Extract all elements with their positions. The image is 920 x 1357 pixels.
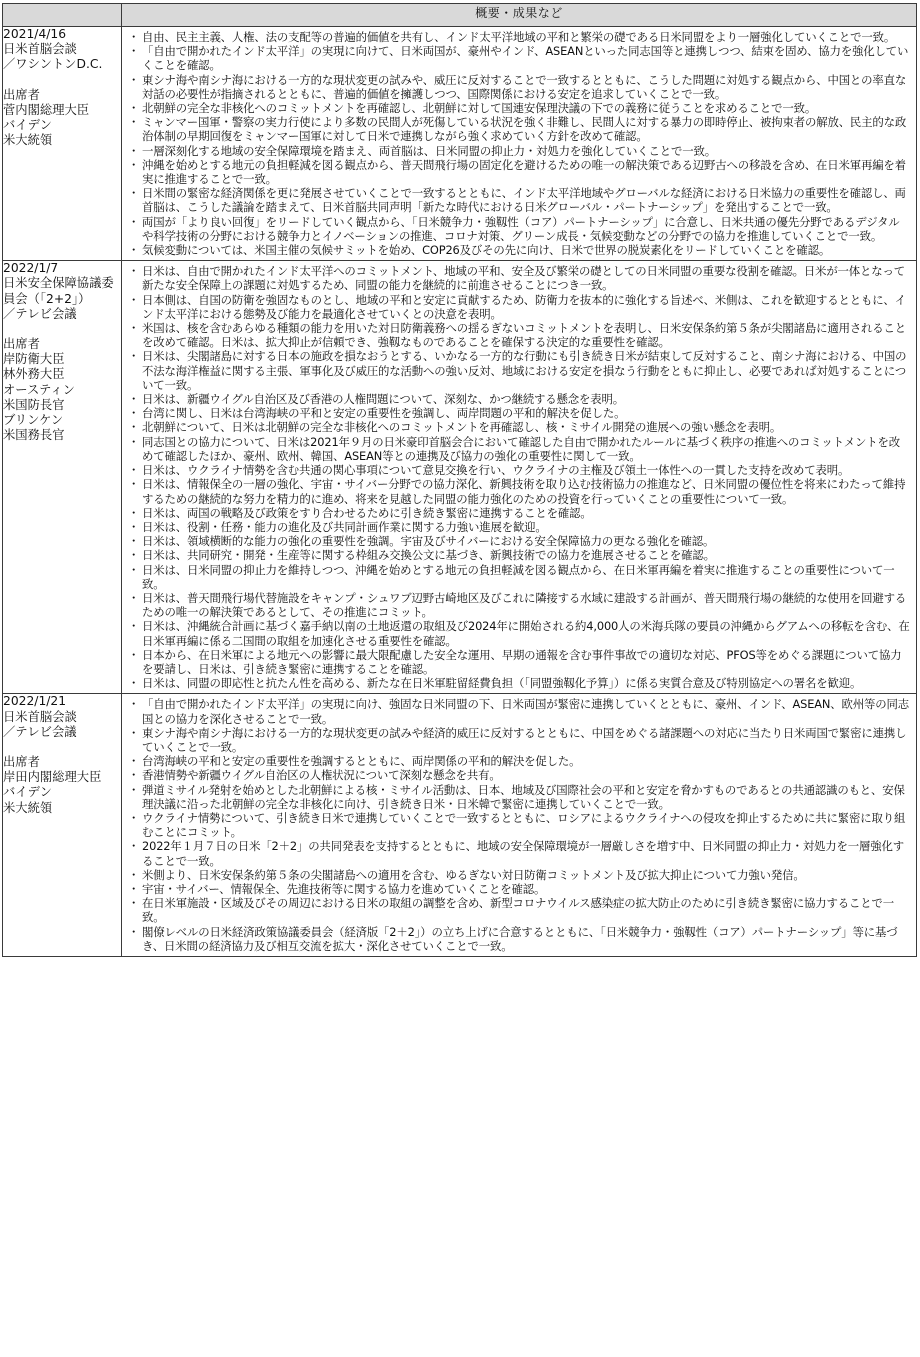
attendee: 米大統領 bbox=[3, 133, 53, 148]
header-blank-cell bbox=[3, 4, 122, 27]
list-item: ・ 沖縄を始めとする地元の負担軽減を図る観点から、普天間飛行場の固定化を避けるための唯一の解決策である辺野古への移設を含め、在日米軍再編を着実に推進することで一致。 bbox=[130, 158, 910, 186]
list-item: ・ 東シナ海や南シナ海における一方的な現状変更の試みや経済的威圧に反対するとともに、中国をめぐる諸課題への対応に当たり日米両国で緊密に連携していくことで一致。 bbox=[130, 726, 910, 754]
meeting-date: 2022/1/21 bbox=[3, 694, 67, 709]
header-row bbox=[3, 4, 917, 27]
list-item: ・ 日米は、領域横断的な能力の強化の重要性を強調。宇宙及びサイバーにおける安全保障協力の更なる強化を確認。 bbox=[130, 534, 910, 548]
attendee: 米国務長官 bbox=[3, 428, 65, 443]
list-item: ・ 宇宙・サイバー、情報保全、先進技術等に関する協力を進めていくことを確認。 bbox=[130, 882, 910, 896]
list-item: ・ 日米は、情報保全の一層の強化、宇宙・サイバー分野での協力深化、新興技術を取り込む技術協力の推進など、日米同盟の優位性を将来にわたって維持するための継続的な努力を精力的に進め、将来を見越した同盟の能力強化のための投資を行っていくことの重要性について一致。 bbox=[130, 477, 910, 505]
meeting-venue: ／ワシントンD.C. bbox=[3, 57, 103, 72]
meeting-title: 日米首脳会談 bbox=[3, 42, 77, 57]
list-item: ・ 日米は、共同研究・開発・生産等に関する枠組み交換公文に基づき、新興技術での協力を進展させることを確認。 bbox=[130, 548, 910, 562]
list-item: ・ 台湾海峡の平和と安定の重要性を強調するとともに、両岸関係の平和的解決を促した。 bbox=[130, 754, 910, 768]
meeting-info-cell bbox=[3, 694, 122, 957]
meeting-date: 2022/1/7 bbox=[3, 261, 59, 276]
list-item: ・ ミャンマー国軍・警察の実力行使により多数の民間人が死傷している状況を強く非難し、民間人に対する暴力の即時停止、被拘束者の解放、民主的な政治体制の早期回復をミャンマー国軍に対して日米で連携しながら強く求めていく方針を改めて確認。 bbox=[130, 115, 910, 143]
list-item: ・ 日米は、新疆ウイグル自治区及び香港の人権問題について、深刻な、かつ継続する懸念を表明。 bbox=[130, 392, 910, 406]
table-row bbox=[3, 261, 917, 694]
meeting-title: 日米安全保障協議委員会（「2+2」） bbox=[3, 276, 114, 306]
meeting-info-cell bbox=[3, 261, 122, 694]
list-item: ・ 日米は、自由で開かれたインド太平洋へのコミットメント、地域の平和、安全及び繁栄の礎としての日米同盟の重要な役割を確認。日米が一体となって新たな安全保障上の課題に対処するため、同盟の能力を継続的に前進させることにつき一致。 bbox=[130, 264, 910, 292]
list-item: ・ 日米は、尖閣諸島に対する日本の施政を損なおうとする、いかなる一方的な行動にも引き続き日米が結束して反対すること、南シナ海における、中国の不法な海洋権益に関する主張、軍事化及び威圧的な活動への強い反対、地域における安定を損なう行動をともに抑止し、必要であれば対処することについて一致。 bbox=[130, 349, 910, 392]
list-item: ・ 日本側は、自国の防衛を強固なものとし、地域の平和と安定に貢献するため、防衛力を抜本的に強化する旨述べ、米側は、これを歓迎するとともに、インド太平洋における態勢及び能力を最適化させていくとの決意を表明。 bbox=[130, 293, 910, 321]
list-item: ・ 同志国との協力について、日米は2021年９月の日米豪印首脳会合において確認した自由で開かれたルールに基づく秩序の推進へのコミットメントを改めて確認したほか、豪州、欧州、韓国、ASEAN等との連携及び協力の強化の重要性に関して一致。 bbox=[130, 435, 910, 463]
list-item: ・ ウクライナ情勢について、引き続き日米で連携していくことで一致するとともに、ロシアによるウクライナへの侵攻を抑止するために共に緊密に取り組むことにコミット。 bbox=[130, 811, 910, 839]
list-item: ・ 米国は、核を含むあらゆる種類の能力を用いた対日防衛義務への揺るぎないコミットメントを表明し、日米安保条約第５条が尖閣諸島に適用されることを改めて確認。日米は、拡大抑止が信頼でき、強靱なものであることを確保する決定的な重要性を確認。 bbox=[130, 321, 910, 349]
list-item: ・ 日米は、普天間飛行場代替施設をキャンプ・シュワブ辺野古崎地区及びこれに隣接する水域に建設する計画が、普天間飛行場の継続的な使用を回避するための唯一の解決策であるとして、その推進にコミット。 bbox=[130, 591, 910, 619]
attendee: オースティン bbox=[3, 382, 75, 397]
table-row bbox=[3, 694, 917, 957]
list-item: ・ 気候変動については、米国主催の気候サミットを始め、COP26及びその先に向け、日米で世界の脱炭素化をリードしていくことを確認。 bbox=[130, 243, 910, 257]
list-item: ・ 「自由で開かれたインド太平洋」の実現に向けて、日米両国が、豪州やインド、ASEANといった同志国等と連携しつつ、結束を固め、協力を強化していくことを確認。 bbox=[130, 44, 910, 72]
list-item: ・ 日米は、沖縄統合計画に基づく嘉手納以南の土地返還の取組及び2024年に開始される約4,000人の米海兵隊の要員の沖縄からグアムへの移転を含む、在日米軍再編に係る二国間の取組を加速化させる重要性を確認。 bbox=[130, 619, 910, 647]
header-summary: 概要・成果など bbox=[122, 4, 917, 27]
list-item: ・ 日本から、在日米軍による地元への影響に最大限配慮した安全な運用、早期の通報を含む事件事故での適切な対応、PFOS等をめぐる課題について協力を要請し、日米は、引き続き緊密に連携することを確認。 bbox=[130, 648, 910, 676]
attendee: ブリンケン bbox=[3, 413, 64, 428]
summary-list bbox=[122, 261, 916, 693]
list-item: ・ 米側より、日米安保条約第５条の尖閣諸島への適用を含む、ゆるぎない対日防衛コミットメント及び拡大抑止について力強い発信。 bbox=[130, 868, 910, 882]
list-item: ・ 日米は、両国の戦略及び政策をすり合わせるために引き続き緊密に連携することを確認。 bbox=[130, 506, 910, 520]
meeting-date: 2021/4/16 bbox=[3, 27, 67, 41]
list-item: ・ 自由、民主主義、人権、法の支配等の普遍的価値を共有し、インド太平洋地域の平和と繁栄の礎である日米同盟をより一層強化していくことで一致。 bbox=[130, 30, 910, 44]
summary-list bbox=[122, 694, 916, 956]
list-item: ・ 東シナ海や南シナ海における一方的な現状変更の試みや、威圧に反対することで一致するとともに、こうした問題に対処する観点から、中国との率直な対話の必要性が指摘されるとともに、普遍的価値を擁護しつつ、国際関係における安定を追求していくことで一致。 bbox=[130, 73, 910, 101]
summary-table bbox=[2, 3, 917, 957]
list-item: ・ 日米は、日米同盟の抑止力を維持しつつ、沖縄を始めとする地元の負担軽減を図る観点から、在日米軍再編を着実に推進することの重要性について一致。 bbox=[130, 563, 910, 591]
meeting-title: 日米首脳会談 bbox=[3, 709, 77, 724]
list-item: ・ 両国が「より良い回復」をリードしていく観点から、「日米競争力・強靱性（コア）パートナーシップ」に合意し、日米共通の優先分野であるデジタルや科学技術の分野における競争力とイノベーションの推進、コロナ対策、グリーン成長・気候変動などの分野での協力を推進していくことで一致。 bbox=[130, 215, 910, 243]
list-item: ・ 日米間の緊密な経済関係を更に発展させていくことで一致するとともに、インド太平洋地域やグローバルな経済における日米協力の重要性を確認し、両首脳は、こうした議論を踏まえて、日米首脳共同声明「新たな時代における日米グローバル・パートナーシップ」を発出することで一致。 bbox=[130, 186, 910, 214]
list-item: ・ 北朝鮮について、日米は北朝鮮の完全な非核化へのコミットメントを再確認し、核・ミサイル開発の進展への強い懸念を表明。 bbox=[130, 420, 910, 434]
attendee: 菅内閣総理大臣 bbox=[3, 102, 90, 117]
summary-list bbox=[122, 27, 916, 260]
list-item: ・ 「自由で開かれたインド太平洋」の実現に向け、強固な日米同盟の下、日米両国が緊密に連携していくとともに、豪州、インド、ASEAN、欧州等の同志国との協力を深化させることで一致。 bbox=[130, 697, 910, 725]
attendee: 米国防長官 bbox=[3, 397, 65, 412]
attendees-label: 出席者 bbox=[3, 754, 40, 769]
meeting-venue: ／テレビ会議 bbox=[3, 724, 77, 739]
attendee: 林外務大臣 bbox=[3, 367, 65, 382]
attendee: 岸防衛大臣 bbox=[3, 352, 65, 367]
summary-cell bbox=[122, 694, 917, 957]
attendee: バイデン bbox=[3, 118, 52, 133]
summary-cell bbox=[122, 261, 917, 694]
attendee: バイデン bbox=[3, 785, 52, 800]
list-item: ・ 日米は、役割・任務・能力の進化及び共同計画作業に関する力強い進展を歓迎。 bbox=[130, 520, 910, 534]
list-item: ・ 日米は、同盟の即応性と抗たん性を高める、新たな在日米軍駐留経費負担（「同盟強靱化予算」）に係る実質合意及び特別協定への署名を歓迎。 bbox=[130, 676, 910, 690]
meeting-info-cell bbox=[3, 27, 122, 261]
list-item: ・ 香港情勢や新疆ウイグル自治区の人権状況について深刻な懸念を共有。 bbox=[130, 768, 910, 782]
attendees-label: 出席者 bbox=[3, 87, 40, 102]
attendee: 岸田内閣総理大臣 bbox=[3, 770, 102, 785]
attendee: 米大統領 bbox=[3, 800, 53, 815]
meeting-venue: ／テレビ会議 bbox=[3, 306, 77, 321]
list-item: ・ 閣僚レベルの日米経済政策協議委員会（経済版「2＋2」）の立ち上げに合意するとともに、「日米競争力・強靱性（コア）パートナーシップ」等に基づき、日米間の経済協力及び相互交流を拡大・深化させていくことで一致。 bbox=[130, 925, 910, 953]
list-item: ・ 一層深刻化する地域の安全保障環境を踏まえ、両首脳は、日米同盟の抑止力・対処力を強化していくことで一致。 bbox=[130, 144, 910, 158]
list-item: ・ 日米は、ウクライナ情勢を含む共通の関心事項について意見交換を行い、ウクライナの主権及び領土一体性への一貫した支持を改めて表明。 bbox=[130, 463, 910, 477]
list-item: ・ 2022年１月７日の日米「2＋2」の共同発表を支持するとともに、地域の安全保障環境が一層厳しさを増す中、日米同盟の抑止力・対処力を一層強化することで一致。 bbox=[130, 839, 910, 867]
table-row bbox=[3, 27, 917, 261]
summary-cell bbox=[122, 27, 917, 261]
list-item: ・ 台湾に関し、日米は台湾海峡の平和と安定の重要性を強調し、両岸問題の平和的解決を促した。 bbox=[130, 406, 910, 420]
attendees-label: 出席者 bbox=[3, 337, 40, 352]
list-item: ・ 在日米軍施設・区域及びその周辺における日米の取組の調整を含め、新型コロナウイルス感染症の拡大防止のために引き続き緊密に協力することで一致。 bbox=[130, 896, 910, 924]
list-item: ・ 弾道ミサイル発射を始めとした北朝鮮による核・ミサイル活動は、日本、地域及び国際社会の平和と安定を脅かすものであるとの共通認識のもと、安保理決議に沿った北朝鮮の完全な非核化に向け、引き続き日米・日米韓で緊密に連携していくことで一致。 bbox=[130, 783, 910, 811]
list-item: ・ 北朝鮮の完全な非核化へのコミットメントを再確認し、北朝鮮に対して国連安保理決議の下での義務に従うことを求めることで一致。 bbox=[130, 101, 910, 115]
